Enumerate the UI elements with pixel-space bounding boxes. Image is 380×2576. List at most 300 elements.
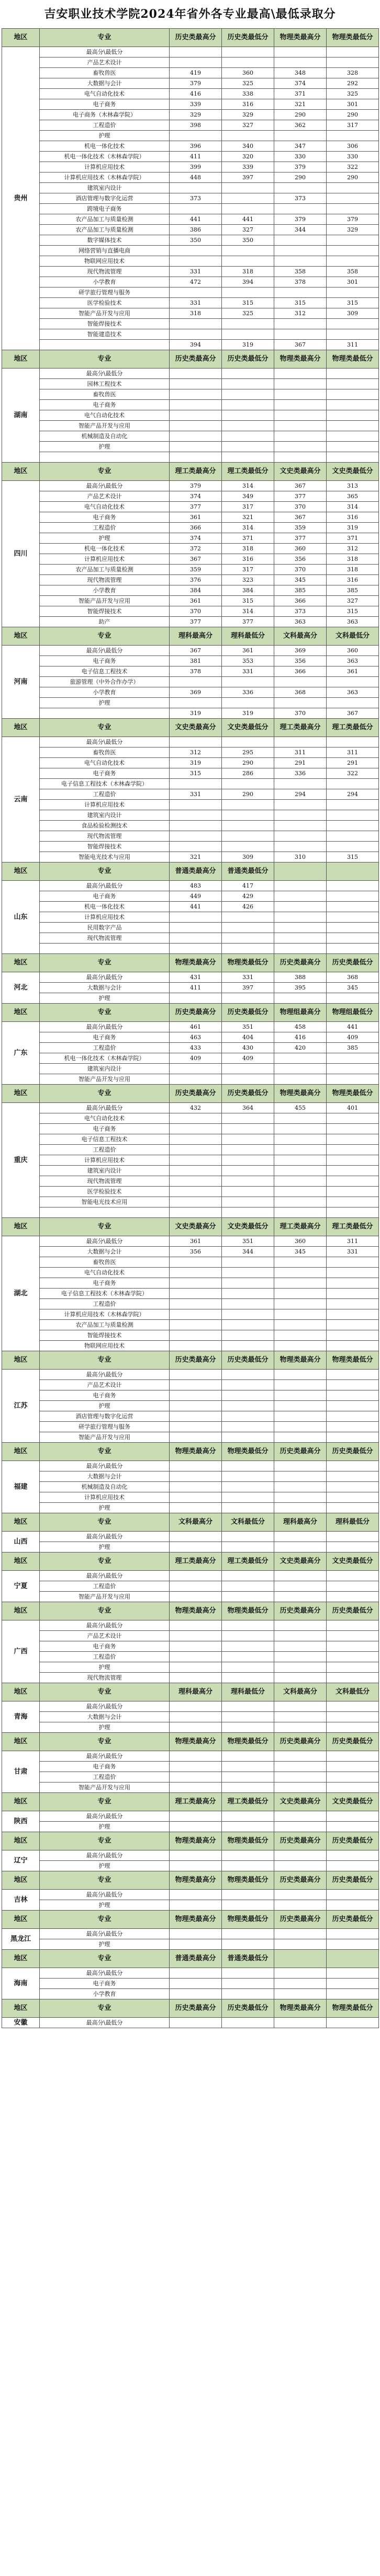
header-cell: 地区 (2, 1911, 40, 1929)
score-cell: 441 (222, 214, 274, 225)
score-cell (274, 1929, 327, 1939)
table-row (2, 1330, 379, 1341)
score-cell (170, 842, 222, 852)
score-cell (327, 923, 379, 933)
major-cell: 产品艺术设计 (40, 1380, 170, 1390)
major-cell: 电气自动化技术 (40, 89, 170, 99)
score-cell (222, 256, 274, 267)
table-row (2, 687, 379, 698)
header-cell: 文史类最低分 (327, 1793, 379, 1811)
score-cell: 290 (327, 110, 379, 120)
header-cell: 专业 (40, 1443, 170, 1461)
score-cell (170, 1268, 222, 1278)
major-cell: 护理 (40, 1662, 170, 1673)
table-row (2, 881, 379, 891)
score-cell (222, 2018, 274, 2028)
score-cell (222, 1124, 274, 1134)
score-cell (222, 1461, 274, 1471)
score-cell: 379 (274, 162, 327, 172)
header-cell: 地区 (2, 1085, 40, 1103)
score-cell (170, 923, 222, 933)
header-cell: 物理类最高分 (170, 954, 222, 972)
score-cell (222, 1939, 274, 1950)
table-row (2, 1134, 379, 1145)
score-cell (222, 1712, 274, 1722)
score-cell (222, 779, 274, 789)
header-cell: 普通类最低分 (222, 862, 274, 881)
major-cell: 最高分\最低分 (40, 1103, 170, 1113)
major-cell: 最高分\最低分 (40, 881, 170, 891)
header-cell: 历史类最高分 (170, 1004, 222, 1022)
score-cell (170, 698, 222, 708)
score-cell (274, 1330, 327, 1341)
header-cell: 专业 (40, 1513, 170, 1532)
header-cell: 普通类最低分 (222, 1950, 274, 1968)
score-cell (274, 1176, 327, 1187)
score-cell: 441 (170, 902, 222, 912)
table-row (2, 1380, 379, 1390)
table-row (2, 1299, 379, 1309)
score-cell (170, 1482, 222, 1492)
score-cell: 385 (274, 585, 327, 596)
score-cell (327, 1890, 379, 1900)
score-cell (327, 1592, 379, 1602)
score-cell: 295 (222, 748, 274, 758)
score-cell (274, 204, 327, 214)
score-cell (274, 1320, 327, 1330)
region-cell: 海南 (2, 1968, 40, 1999)
table-row (2, 1074, 379, 1085)
region-cell: 陕西 (2, 1811, 40, 1832)
table-row (2, 288, 379, 298)
major-cell: 最高分\最低分 (40, 1236, 170, 1247)
score-cell: 317 (222, 502, 274, 512)
score-cell: 363 (327, 617, 379, 627)
table-row (2, 120, 379, 131)
section-header-row (2, 1911, 379, 1929)
score-cell: 349 (222, 491, 274, 502)
score-cell: 409 (222, 1053, 274, 1064)
score-cell (274, 400, 327, 410)
score-cell (327, 1471, 379, 1482)
table-row (2, 1208, 379, 1218)
table-row (2, 1861, 379, 1871)
score-cell (170, 1176, 222, 1187)
score-cell (222, 1422, 274, 1432)
major-cell: 机械制造及自动化 (40, 1482, 170, 1492)
score-cell: 379 (327, 214, 379, 225)
header-cell: 历史类最低分 (222, 350, 274, 369)
score-cell: 316 (222, 99, 274, 110)
score-cell (274, 1890, 327, 1900)
score-cell: 319 (327, 523, 379, 533)
major-cell: 护理 (40, 1861, 170, 1871)
header-cell: 历史类最低分 (222, 29, 274, 47)
section-header-row (2, 862, 379, 881)
score-cell: 429 (222, 891, 274, 902)
region-cell: 江苏 (2, 1370, 40, 1443)
score-cell: 331 (327, 1247, 379, 1257)
score-cell (222, 1503, 274, 1513)
score-cell (274, 1422, 327, 1432)
header-cell: 文史类最低分 (222, 1218, 274, 1236)
header-cell: 专业 (40, 1552, 170, 1571)
header-cell: 物理类最低分 (327, 29, 379, 47)
score-cell (222, 58, 274, 68)
table-row (2, 308, 379, 319)
score-cell: 331 (170, 298, 222, 308)
table-row (2, 1471, 379, 1482)
table-row (2, 421, 379, 431)
table-row (2, 1166, 379, 1176)
major-cell: 电子商务 (40, 1032, 170, 1043)
header-cell: 物理类最高分 (170, 1602, 222, 1620)
score-cell (170, 1370, 222, 1380)
score-cell (327, 1968, 379, 1979)
score-cell: 381 (170, 656, 222, 666)
score-cell (170, 677, 222, 687)
section-header-row (2, 627, 379, 646)
score-cell (274, 881, 327, 891)
header-cell: 文史类最高分 (274, 1793, 327, 1811)
score-cell: 330 (274, 152, 327, 162)
score-cell (274, 1278, 327, 1289)
score-cell: 461 (170, 1022, 222, 1032)
score-cell: 411 (170, 152, 222, 162)
score-cell (327, 379, 379, 389)
table-row (2, 99, 379, 110)
score-cell (327, 1620, 379, 1631)
score-cell (327, 1751, 379, 1762)
score-cell (274, 698, 327, 708)
header-cell: 地区 (2, 1351, 40, 1370)
table-row (2, 1722, 379, 1733)
score-cell (327, 1289, 379, 1299)
score-cell (170, 246, 222, 256)
major-cell: 电子商务 (40, 891, 170, 902)
score-cell (274, 779, 327, 789)
score-cell (170, 1401, 222, 1411)
header-cell: 物理类最低分 (222, 1911, 274, 1929)
header-cell: 专业 (40, 1602, 170, 1620)
score-cell: 361 (170, 512, 222, 523)
score-cell: 311 (274, 748, 327, 758)
major-cell: 数字媒体技术 (40, 235, 170, 246)
score-cell: 321 (274, 99, 327, 110)
score-cell (327, 944, 379, 954)
header-cell: 专业 (40, 1950, 170, 1968)
score-cell: 319 (222, 340, 274, 350)
major-cell: 电子商务 (40, 768, 170, 779)
header-cell: 理工类最低分 (222, 1552, 274, 1571)
header-cell: 地区 (2, 1602, 40, 1620)
score-cell (170, 1461, 222, 1471)
table-row (2, 596, 379, 606)
major-cell: 畜牧兽医 (40, 68, 170, 78)
score-cell (274, 47, 327, 58)
table-row (2, 1432, 379, 1443)
score-cell (327, 1662, 379, 1673)
table-row (2, 1103, 379, 1113)
score-cell (327, 1320, 379, 1330)
major-cell: 最高分\最低分 (40, 1850, 170, 1861)
major-cell: 机电一体化技术（木林森学院） (40, 1053, 170, 1064)
score-cell: 290 (222, 758, 274, 768)
major-cell: 电子信息工程技术 (40, 1134, 170, 1145)
major-cell: 现代物流管理 (40, 575, 170, 585)
score-cell (274, 1631, 327, 1641)
score-cell: 351 (222, 1022, 274, 1032)
score-cell (222, 1620, 274, 1631)
major-cell: 建筑室内设计 (40, 1166, 170, 1176)
major-cell: 农产品加工与质量检测 (40, 214, 170, 225)
score-cell: 409 (170, 1053, 222, 1064)
major-cell: 护理 (40, 1542, 170, 1552)
score-cell (327, 288, 379, 298)
score-cell (222, 831, 274, 842)
score-cell (274, 1197, 327, 1208)
score-cell (222, 1064, 274, 1074)
score-cell (170, 1411, 222, 1422)
region-cell: 吉林 (2, 1890, 40, 1911)
table-row (2, 193, 379, 204)
score-cell (222, 379, 274, 389)
score-cell (222, 1673, 274, 1683)
section-header-row (2, 1513, 379, 1532)
score-cell (170, 1471, 222, 1482)
score-cell: 399 (170, 162, 222, 172)
table-row (2, 1043, 379, 1053)
score-cell: 358 (327, 267, 379, 277)
region-cell: 贵州 (2, 47, 40, 350)
score-cell: 448 (170, 172, 222, 183)
header-cell: 专业 (40, 1733, 170, 1751)
score-cell: 329 (170, 110, 222, 120)
table-row (2, 1236, 379, 1247)
score-cell: 431 (170, 972, 222, 983)
header-cell: 专业 (40, 1793, 170, 1811)
table-row (2, 58, 379, 68)
table-row (2, 277, 379, 288)
score-cell (327, 1861, 379, 1871)
major-cell: 物联网应用技术 (40, 256, 170, 267)
table-row (2, 523, 379, 533)
score-cell (170, 1631, 222, 1641)
header-cell: 专业 (40, 1871, 170, 1890)
score-cell (274, 235, 327, 246)
score-cell (274, 1673, 327, 1683)
score-cell (170, 1278, 222, 1289)
score-cell: 378 (274, 277, 327, 288)
score-cell (222, 1701, 274, 1712)
score-cell: 411 (170, 983, 222, 993)
score-cell: 362 (274, 120, 327, 131)
header-cell: 历史类最低分 (222, 1004, 274, 1022)
score-cell (222, 1592, 274, 1602)
major-cell: 计算机应用技术（木林森学院） (40, 1309, 170, 1320)
score-cell (274, 1074, 327, 1085)
header-cell: 理科最低分 (327, 1513, 379, 1532)
major-cell: 智能焊接技术 (40, 319, 170, 329)
major-cell: 电子商务 (40, 1278, 170, 1289)
major-cell: 最高分\最低分 (40, 1532, 170, 1542)
score-cell: 331 (170, 267, 222, 277)
score-cell (327, 677, 379, 687)
header-cell (327, 862, 379, 881)
major-cell: 农产品加工与质量检测 (40, 565, 170, 575)
score-cell (222, 47, 274, 58)
major-cell: 最高分\最低分 (40, 1701, 170, 1712)
score-cell (274, 1751, 327, 1762)
header-cell: 物理组最高分 (274, 1004, 327, 1022)
table-row (2, 565, 379, 575)
score-cell: 314 (222, 481, 274, 491)
major-cell: 计算机应用技术 (40, 800, 170, 810)
major-cell: 护理 (40, 1900, 170, 1911)
table-row (2, 1197, 379, 1208)
score-cell (222, 410, 274, 421)
table-row (2, 1890, 379, 1900)
score-cell (274, 1762, 327, 1772)
table-row (2, 481, 379, 491)
score-cell: 327 (222, 120, 274, 131)
header-cell: 地区 (2, 627, 40, 646)
score-cell (222, 1822, 274, 1832)
table-row (2, 1320, 379, 1330)
score-cell: 290 (222, 789, 274, 800)
major-cell: 产品艺术设计 (40, 1631, 170, 1641)
table-row (2, 758, 379, 768)
score-cell (274, 821, 327, 831)
score-cell (327, 389, 379, 400)
table-row (2, 1422, 379, 1432)
score-cell (222, 1979, 274, 1989)
score-cell (327, 1074, 379, 1085)
score-cell (222, 993, 274, 1004)
score-cell (327, 1673, 379, 1683)
score-cell (327, 410, 379, 421)
major-cell: 最高分\最低分 (40, 47, 170, 58)
score-cell (327, 1432, 379, 1443)
major-cell: 大数据与会计 (40, 983, 170, 993)
score-cell (222, 452, 274, 463)
score-cell (327, 1989, 379, 1999)
score-cell: 377 (222, 617, 274, 627)
major-cell: 最高分\最低分 (40, 1811, 170, 1822)
section-header-row (2, 1351, 379, 1370)
table-row (2, 891, 379, 902)
score-cell (327, 2018, 379, 2028)
score-cell: 327 (222, 225, 274, 235)
score-cell (327, 1722, 379, 1733)
score-cell: 345 (274, 575, 327, 585)
major-cell: 产品艺术设计 (40, 58, 170, 68)
table-row (2, 737, 379, 748)
table-row (2, 68, 379, 78)
score-cell: 366 (170, 523, 222, 533)
score-cell: 286 (222, 768, 274, 779)
header-cell: 历史类最低分 (222, 1999, 274, 2018)
score-cell: 345 (274, 1247, 327, 1257)
score-cell (327, 1330, 379, 1341)
score-cell (274, 923, 327, 933)
score-cell: 377 (170, 502, 222, 512)
score-cell (222, 1268, 274, 1278)
score-cell (170, 1309, 222, 1320)
table-row (2, 768, 379, 779)
score-cell (327, 1782, 379, 1793)
score-cell (327, 1772, 379, 1782)
score-cell (222, 1861, 274, 1871)
major-cell: 计算机应用技术（木林森学院） (40, 172, 170, 183)
score-cell (274, 933, 327, 944)
score-cell (327, 1900, 379, 1911)
table-row (2, 225, 379, 235)
header-cell: 历史类最低分 (327, 1443, 379, 1461)
score-cell (170, 1320, 222, 1330)
major-cell: 电子信息工程技术（木林森学院） (40, 1289, 170, 1299)
header-cell: 普通类最高分 (170, 1950, 222, 1968)
score-cell (170, 1542, 222, 1552)
score-cell (274, 1166, 327, 1176)
region-cell: 四川 (2, 481, 40, 627)
header-cell: 专业 (40, 1832, 170, 1850)
score-cell (222, 1471, 274, 1482)
section-header-row (2, 29, 379, 47)
score-cell (327, 779, 379, 789)
score-cell: 322 (327, 162, 379, 172)
score-cell: 329 (222, 110, 274, 120)
region-cell: 安徽 (2, 2018, 40, 2028)
score-cell: 369 (274, 646, 327, 656)
header-cell: 地区 (2, 1832, 40, 1850)
score-cell (222, 810, 274, 821)
major-cell: 电子商务 (40, 656, 170, 666)
table-row (2, 89, 379, 99)
score-cell (327, 800, 379, 810)
score-cell (170, 1822, 222, 1832)
score-cell (222, 923, 274, 933)
header-cell: 地区 (2, 1683, 40, 1701)
table-row (2, 1176, 379, 1187)
table-row (2, 1542, 379, 1552)
score-cell (222, 1900, 274, 1911)
table-row (2, 110, 379, 120)
score-cell (170, 288, 222, 298)
header-cell: 地区 (2, 719, 40, 737)
score-cell (222, 1542, 274, 1552)
header-cell: 历史类最高分 (170, 29, 222, 47)
score-cell (327, 1532, 379, 1542)
table-row (2, 698, 379, 708)
region-cell: 山西 (2, 1532, 40, 1552)
score-cell (170, 831, 222, 842)
score-cell: 367 (274, 340, 327, 350)
score-cell (327, 400, 379, 410)
score-cell: 368 (274, 687, 327, 698)
score-cell (327, 912, 379, 923)
score-cell (170, 1299, 222, 1309)
score-cell: 315 (222, 596, 274, 606)
table-row (2, 666, 379, 677)
score-cell (327, 1762, 379, 1772)
score-cell (274, 1782, 327, 1793)
major-cell: 计算机应用技术 (40, 1155, 170, 1166)
table-row (2, 1979, 379, 1989)
score-cell (170, 1124, 222, 1134)
table-row (2, 431, 379, 442)
section-header-row (2, 1552, 379, 1571)
